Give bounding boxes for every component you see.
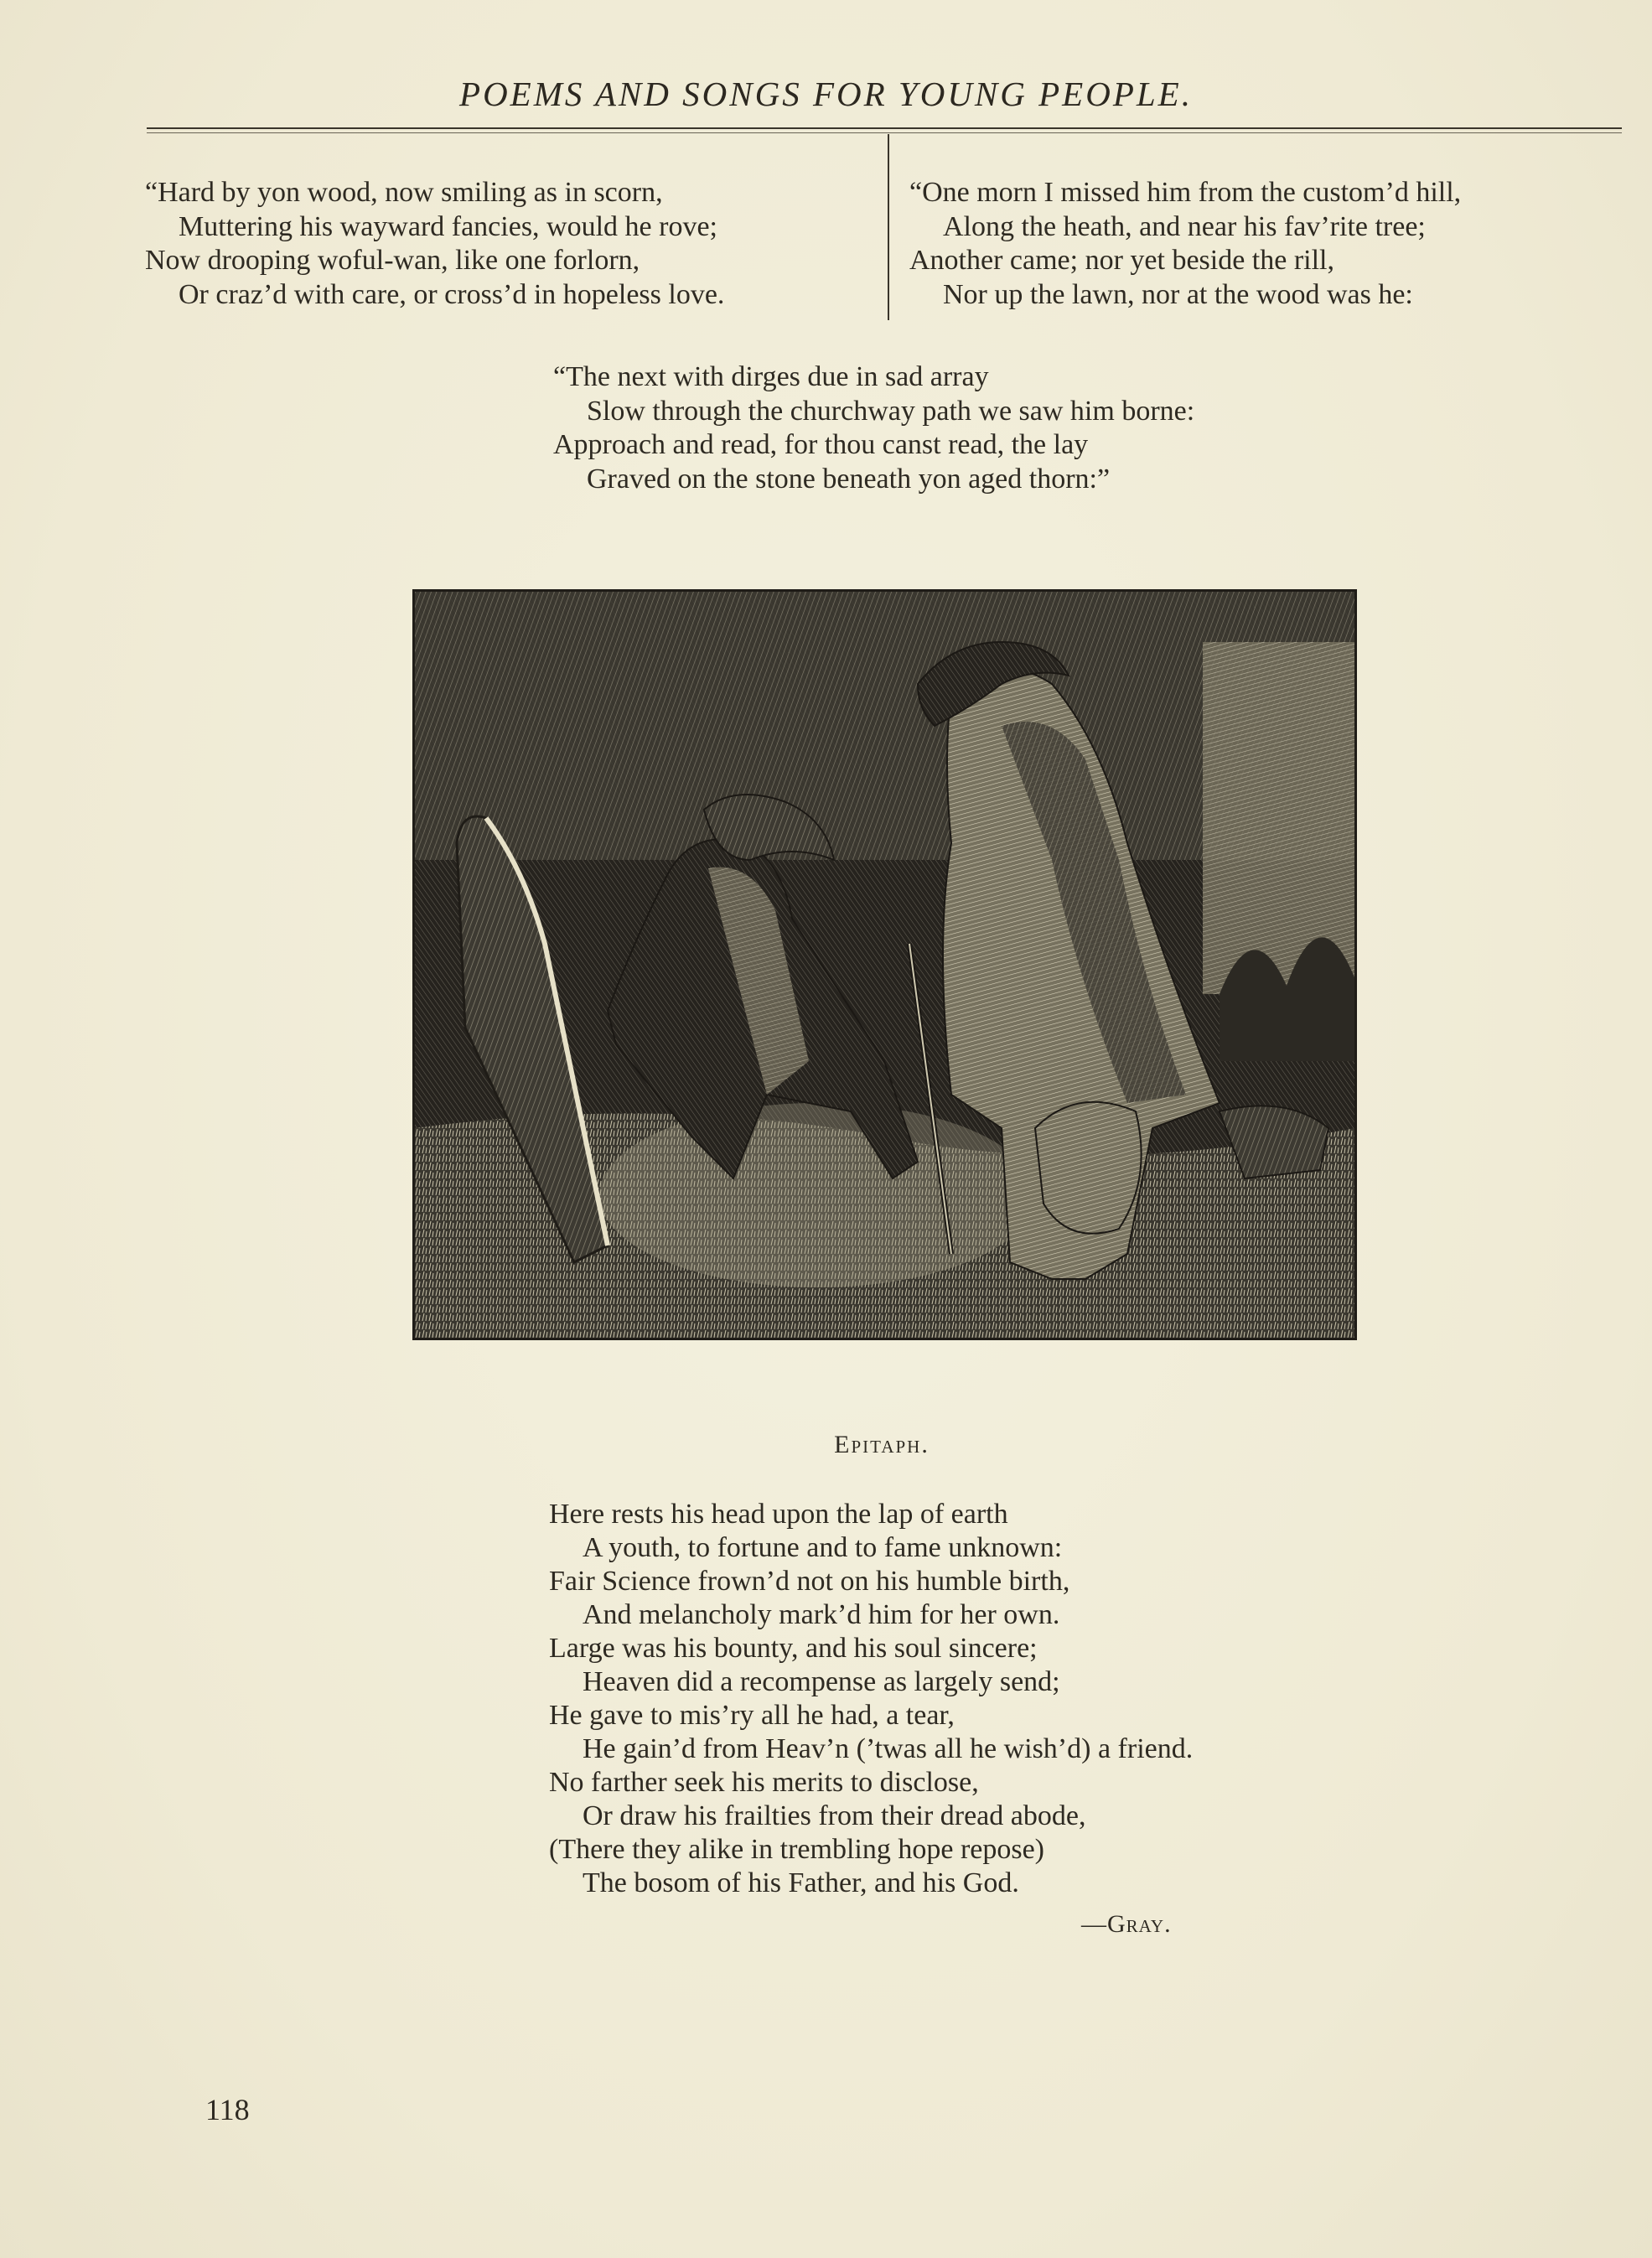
stanza-line: Nor up the lawn, nor at the wood was he:: [943, 278, 1413, 310]
epitaph-line: He gave to mis’ry all he had, a tear,: [549, 1700, 955, 1731]
stanza-line: Approach and read, for thou canst read, the lay: [553, 429, 1089, 460]
epitaph-line: He gain’d from Heav’n (’twas all he wish’d) a friend.: [583, 1733, 1194, 1764]
epitaph-line: Fair Science frown’d not on his humble birth,: [549, 1566, 1070, 1597]
header-rule: [147, 127, 1622, 129]
stanza-line: Slow through the churchway path we saw him borne:: [587, 395, 1195, 427]
stanza-line: “Hard by yon wood, now smiling as in scorn,: [145, 177, 663, 208]
epitaph-line: Or draw his frailties from their dread abode,: [583, 1800, 1086, 1831]
churchyard-illustration: [412, 589, 1357, 1340]
stanza-center: [553, 360, 1194, 496]
stanza-left: [145, 176, 724, 312]
epitaph-line: No farther seek his merits to disclose,: [549, 1767, 979, 1798]
header-rule-thin: [147, 132, 1622, 133]
stanza-line: “The next with dirges due in sad array: [553, 361, 989, 392]
epitaph-line: Large was his bounty, and his soul sincere;: [549, 1633, 1038, 1664]
stanza-line: Along the heath, and near his fav’rite tree;: [943, 210, 1426, 242]
column-divider: [888, 134, 889, 320]
stanza-line: Another came; nor yet beside the rill,: [909, 245, 1334, 276]
page-number: 118: [205, 2093, 250, 2126]
epitaph-line: Heaven did a recompense as largely send;: [583, 1666, 1060, 1697]
epitaph-title: Epitaph.: [834, 1431, 930, 1458]
epitaph-line: A youth, to fortune and to fame unknown:: [583, 1532, 1063, 1563]
epitaph-line: And melancholy mark’d him for her own.: [583, 1599, 1060, 1630]
epitaph-line: Here rests his head upon the lap of earth: [549, 1499, 1008, 1530]
stanza-line: “One morn I missed him from the custom’d hill,: [909, 177, 1462, 208]
stanza-line: Now drooping woful-wan, like one forlorn,: [145, 245, 640, 276]
stanza-line: Muttering his wayward fancies, would he rove;: [179, 210, 717, 242]
epitaph-line: The bosom of his Father, and his God.: [583, 1867, 1019, 1898]
stanza-line: Or craz’d with care, or cross’d in hopeless love.: [179, 278, 725, 310]
stanza-right: [909, 176, 1461, 312]
running-header: POEMS AND SONGS FOR YOUNG PEOPLE.: [459, 75, 1193, 113]
epitaph-stanza: [549, 1498, 1193, 1900]
epitaph-line: (There they alike in trembling hope repose): [549, 1834, 1044, 1865]
author-attribution: —Gray.: [1081, 1910, 1172, 1938]
stanza-line: Graved on the stone beneath yon aged thorn:”: [587, 463, 1111, 495]
engraving-churchyard-illustration-icon: [415, 592, 1354, 1338]
